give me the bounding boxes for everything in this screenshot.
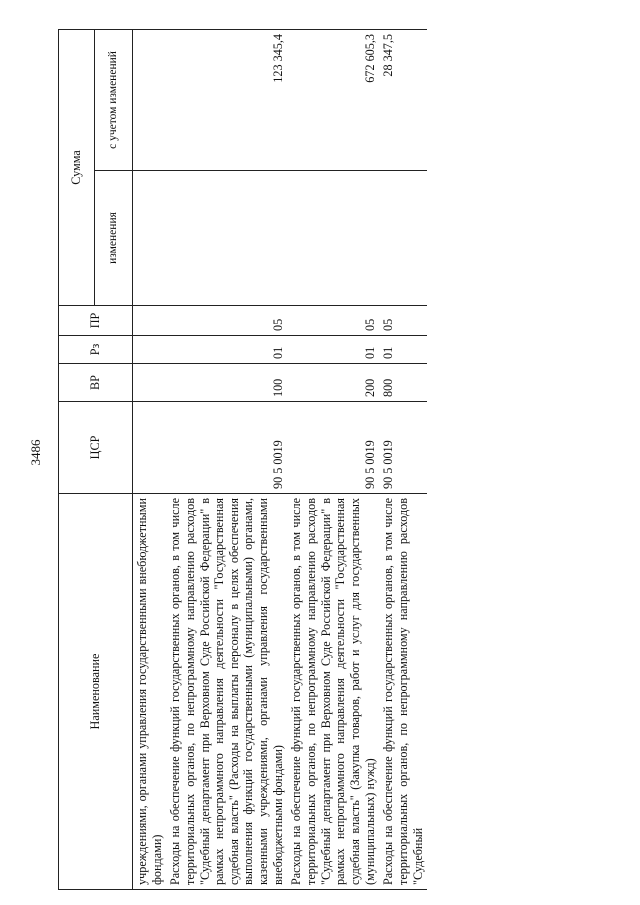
header-pr: ПР (59, 306, 133, 336)
budget-table (58, 29, 427, 890)
header-name: Наименование (59, 494, 133, 890)
row-with-changes: 28 347,5 (379, 29, 427, 170)
header-sum: Сумма (59, 29, 95, 305)
row-csr: 90 5 0019 (166, 402, 287, 494)
row-name: Расходы на обеспечение функций государственных органов, в том числе территориальных органов, по непрограммному направлению расходов "Судебный (379, 494, 427, 890)
page-number: 3486 (28, 439, 43, 466)
table-row (287, 29, 379, 889)
row-name: Расходы на обеспечение функций государственных органов, в том числе территориальных органов, по непрограммному направлению расходов "Судебный департамент при Верховном Суде Российской Федерации" в рамках непрограммного направления деятельности "Государственная судебная власть" (Закупка товаров, работ и услуг для государственных (муниципальных) нужд) (287, 494, 379, 890)
row-vr: 200 (287, 364, 379, 402)
row-pr: 05 (379, 306, 427, 336)
row-pr: 05 (166, 306, 287, 336)
row-changes (287, 171, 379, 306)
header-changes: изменения (95, 171, 133, 306)
row-changes (379, 171, 427, 306)
table-row (166, 29, 287, 889)
row-pr: 05 (287, 306, 379, 336)
row-rz: 01 (379, 336, 427, 364)
row-rz: 01 (287, 336, 379, 364)
table-row (133, 29, 167, 889)
row-with-changes: 672 605,3 (287, 29, 379, 170)
header-rz: Рз (59, 336, 133, 364)
header-csr: ЦСР (59, 402, 133, 494)
row-name: учреждениями, органами управления государственными внебюджетными фондами) (133, 494, 167, 890)
header-vr: ВР (59, 364, 133, 402)
table-row (379, 29, 427, 889)
row-csr: 90 5 0019 (287, 402, 379, 494)
row-vr: 100 (166, 364, 287, 402)
row-vr: 800 (379, 364, 427, 402)
row-name: Расходы на обеспечение функций государственных органов, в том числе территориальных органов, по непрограммному направлению расходов "Судебный департамент при Верховном Суде Российской Федерации" в рамках непрограммного направления деятельности "Государственная судебная власть" (Расходы на выплаты персоналу в целях обеспечения выполнения функций государственными (муниципальными) органами, казенными учреждениями, органами управления государственными внебюджетными фондами) (166, 494, 287, 890)
header-with-changes: с учетом изменений (95, 29, 133, 170)
row-rz: 01 (166, 336, 287, 364)
row-with-changes: 123 345,4 (166, 29, 287, 170)
row-changes (166, 171, 287, 306)
row-csr: 90 5 0019 (379, 402, 427, 494)
